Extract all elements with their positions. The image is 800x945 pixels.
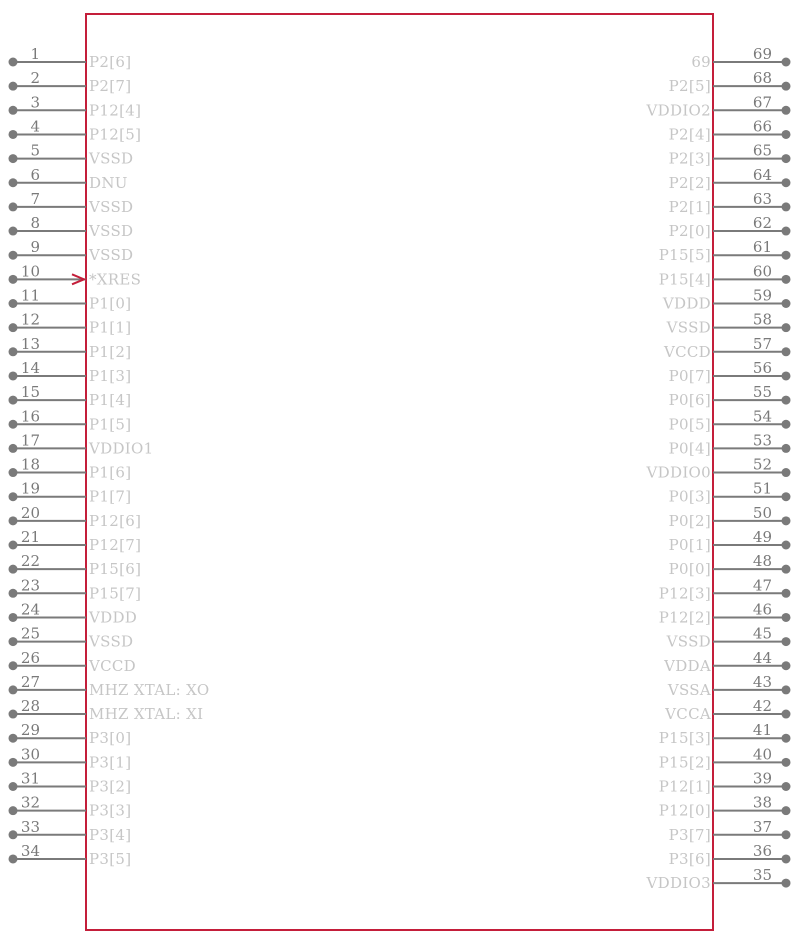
- pin-endpoint-dot: [9, 734, 18, 743]
- pin-number: 20: [20, 503, 40, 522]
- pin-36: [669, 842, 791, 868]
- pin-name: P15[6]: [89, 560, 142, 579]
- pin-60: [659, 262, 791, 288]
- pin-endpoint-dot: [782, 178, 791, 187]
- pin-endpoint-dot: [782, 227, 791, 236]
- pin-endpoint-dot: [9, 58, 18, 67]
- pin-number: 49: [752, 528, 772, 546]
- pin-name: VSSA: [667, 680, 711, 699]
- pin-endpoint-dot: [782, 154, 791, 163]
- pin-endpoint-dot: [9, 685, 18, 694]
- pin-number: 12: [20, 310, 40, 329]
- pin-number: 58: [752, 310, 772, 329]
- pin-22: [9, 552, 142, 578]
- pin-number: 51: [752, 479, 772, 498]
- pin-name: VSSD: [89, 246, 134, 265]
- pin-endpoint-dot: [782, 879, 791, 888]
- pin-name: P12[2]: [658, 608, 711, 627]
- pin-40: [659, 745, 791, 771]
- pin-endpoint-dot: [9, 541, 18, 550]
- pin-name: 69: [691, 53, 711, 71]
- pin-endpoint-dot: [9, 227, 18, 236]
- pin-endpoint-dot: [9, 613, 18, 622]
- pin-name: P0[6]: [668, 391, 711, 410]
- pin-number: 33: [20, 817, 40, 836]
- pin-6: [9, 166, 128, 192]
- pin-name: P2[1]: [668, 197, 711, 216]
- pin-53: [669, 431, 791, 457]
- pin-endpoint-dot: [9, 299, 18, 308]
- pin-number: 68: [752, 69, 772, 88]
- pin-name: P1[7]: [89, 487, 132, 506]
- pin-number: 19: [20, 479, 40, 498]
- pin-number: 57: [752, 334, 772, 353]
- pin-68: [669, 69, 791, 95]
- pin-endpoint-dot: [782, 516, 791, 525]
- pin-name: P12[4]: [89, 101, 142, 120]
- pin-endpoint-dot: [9, 202, 18, 211]
- pin-endpoint-dot: [782, 661, 791, 670]
- pin-endpoint-dot: [9, 854, 18, 863]
- pin-31: [9, 770, 132, 796]
- pin-name: VDDA: [664, 656, 711, 675]
- pin-54: [669, 407, 791, 433]
- pin-endpoint-dot: [782, 637, 791, 646]
- pin-name: P12[3]: [658, 584, 711, 603]
- pin-48: [669, 552, 791, 578]
- pin-number: 7: [30, 189, 40, 208]
- pin-41: [659, 721, 791, 747]
- pin-endpoint-dot: [782, 299, 791, 308]
- pin-64: [669, 166, 791, 192]
- pin-12: [9, 311, 132, 337]
- pin-39: [659, 770, 791, 796]
- pin-endpoint-dot: [782, 830, 791, 839]
- pin-number: 69: [752, 45, 772, 63]
- pin-number: 55: [752, 383, 772, 402]
- pin-20: [9, 504, 142, 530]
- pin-name: P3[3]: [89, 801, 132, 820]
- pin-name: VDDIO1: [89, 439, 154, 458]
- pin-number: 46: [752, 600, 772, 619]
- pin-name: P1[0]: [89, 294, 132, 313]
- pin-name: VSSD: [89, 632, 134, 651]
- pin-name: P0[1]: [668, 536, 711, 554]
- pin-9: [9, 238, 134, 264]
- pin-17: [9, 431, 154, 457]
- left-pin-group: [9, 45, 210, 868]
- pin-number: 29: [20, 721, 40, 740]
- pin-name: P0[0]: [668, 560, 711, 579]
- pin-number: 35: [752, 866, 772, 885]
- pin-number: 50: [752, 503, 772, 522]
- pin-name: P15[5]: [658, 246, 711, 265]
- pin-47: [659, 576, 791, 602]
- pin-endpoint-dot: [9, 323, 18, 332]
- pin-15: [9, 383, 132, 409]
- pin-endpoint-dot: [782, 565, 791, 574]
- pin-4: [9, 117, 142, 143]
- pin-endpoint-dot: [9, 492, 18, 501]
- pin-endpoint-dot: [782, 420, 791, 429]
- pin-name: P15[4]: [658, 270, 711, 289]
- pin-number: 39: [752, 769, 772, 788]
- pin-name: P0[7]: [668, 366, 711, 385]
- pin-number: 27: [20, 672, 40, 691]
- pin-number: 15: [20, 383, 40, 402]
- pin-name: P2[2]: [668, 173, 711, 192]
- pin-29: [9, 721, 132, 747]
- pin-7: [9, 190, 134, 216]
- pin-number: 1: [30, 45, 40, 63]
- pin-name: VCCD: [663, 342, 711, 361]
- pin-name: VDDD: [89, 608, 138, 627]
- pin-number: 54: [752, 407, 772, 426]
- pin-38: [659, 794, 791, 820]
- pin-endpoint-dot: [9, 275, 18, 284]
- pin-name: MHZ XTAL: XO: [89, 680, 210, 699]
- pin-number: 2: [30, 69, 40, 88]
- pin-name: VSSD: [89, 222, 134, 241]
- pin-69: [691, 45, 790, 71]
- pin-number: 59: [752, 286, 772, 305]
- pin-21: [9, 528, 142, 554]
- pin-number: 37: [752, 817, 772, 836]
- pin-name: VSSD: [89, 197, 134, 216]
- pin-14: [9, 359, 132, 385]
- pin-endpoint-dot: [782, 58, 791, 67]
- pin-number: 52: [752, 455, 772, 474]
- pin-32: [9, 794, 132, 820]
- right-pin-group: [646, 45, 791, 892]
- pin-name: P15[3]: [658, 729, 711, 748]
- pin-28: [9, 697, 204, 723]
- pin-27: [9, 673, 210, 699]
- pin-name: P0[3]: [668, 487, 711, 506]
- pin-endpoint-dot: [782, 82, 791, 91]
- pin-3: [9, 93, 142, 119]
- pin-number: 23: [20, 576, 40, 595]
- pin-endpoint-dot: [782, 106, 791, 115]
- pin-66: [669, 117, 791, 143]
- pin-name: P2[4]: [668, 125, 711, 144]
- pin-number: 60: [752, 262, 772, 281]
- pin-25: [9, 625, 134, 651]
- pin-endpoint-dot: [9, 251, 18, 260]
- pin-name: P3[0]: [89, 729, 132, 748]
- pin-name: P3[2]: [89, 777, 132, 796]
- pin-name: VCCA: [665, 705, 711, 724]
- pin-endpoint-dot: [9, 371, 18, 380]
- pin-number: 14: [20, 358, 40, 377]
- pin-number: 36: [752, 841, 772, 860]
- pin-endpoint-dot: [782, 396, 791, 405]
- pin-42: [664, 697, 790, 723]
- pin-number: 28: [20, 697, 40, 716]
- pin-number: 5: [30, 141, 40, 160]
- pin-endpoint-dot: [9, 106, 18, 115]
- pin-56: [669, 359, 791, 385]
- pin-endpoint-dot: [782, 782, 791, 791]
- pin-endpoint-dot: [782, 854, 791, 863]
- pin-55: [669, 383, 791, 409]
- pin-number: 63: [752, 189, 772, 208]
- pin-37: [669, 818, 791, 844]
- pin-name: *XRES: [89, 270, 142, 289]
- pin-number: 45: [752, 624, 772, 643]
- pin-endpoint-dot: [782, 492, 791, 501]
- pin-name: DNU: [89, 173, 128, 192]
- pin-18: [9, 456, 132, 482]
- pin-number: 24: [20, 600, 40, 619]
- pin-endpoint-dot: [9, 444, 18, 453]
- pin-name: VCCD: [89, 656, 137, 675]
- pin-11: [9, 287, 132, 313]
- pin-endpoint-dot: [9, 710, 18, 719]
- pin-number: 18: [20, 455, 40, 474]
- pin-number: 48: [752, 552, 772, 571]
- pin-name: P3[5]: [89, 849, 132, 868]
- pin-name: P1[2]: [89, 342, 132, 361]
- pin-endpoint-dot: [782, 444, 791, 453]
- pin-number: 38: [752, 793, 772, 812]
- pin-24: [9, 600, 138, 626]
- pin-number: 13: [20, 334, 40, 353]
- pin-number: 66: [752, 117, 772, 136]
- pin-number: 31: [20, 769, 40, 788]
- pin-endpoint-dot: [782, 202, 791, 211]
- pin-5: [9, 142, 134, 168]
- pin-45: [666, 625, 791, 651]
- pin-name: P12[5]: [89, 125, 142, 144]
- pin-name: P2[7]: [89, 77, 132, 96]
- pin-number: 9: [30, 238, 40, 257]
- pin-43: [667, 673, 791, 699]
- pin-endpoint-dot: [782, 347, 791, 356]
- pin-number: 43: [752, 672, 772, 691]
- pin-endpoint-dot: [782, 468, 791, 477]
- pin-name: P3[1]: [89, 753, 132, 772]
- pin-endpoint-dot: [782, 685, 791, 694]
- pin-number: 22: [20, 552, 40, 571]
- pin-number: 47: [752, 576, 772, 595]
- pin-2: [9, 69, 132, 95]
- pin-number: 62: [752, 214, 772, 233]
- pin-62: [669, 214, 791, 240]
- ic-body-outline: [86, 14, 713, 930]
- pin-number: 41: [752, 721, 772, 740]
- pin-name: P1[4]: [89, 391, 132, 410]
- pin-name: VSSD: [666, 632, 711, 651]
- pin-endpoint-dot: [782, 323, 791, 332]
- pin-name: P3[7]: [668, 825, 711, 844]
- pin-46: [659, 600, 791, 626]
- pin-number: 17: [20, 431, 40, 450]
- pin-name: P3[4]: [89, 825, 132, 844]
- pin-endpoint-dot: [9, 637, 18, 646]
- pin-51: [669, 480, 791, 506]
- pin-endpoint-dot: [9, 565, 18, 574]
- pin-endpoint-dot: [9, 396, 18, 405]
- pin-number: 42: [752, 697, 772, 716]
- pin-26: [9, 649, 137, 675]
- pin-endpoint-dot: [782, 275, 791, 284]
- pin-30: [9, 745, 132, 771]
- pin-34: [9, 842, 132, 868]
- pin-name: MHZ XTAL: XI: [89, 705, 204, 724]
- pin-number: 25: [20, 624, 40, 643]
- pin-number: 21: [20, 528, 40, 546]
- pin-name: P1[3]: [89, 366, 132, 385]
- pin-endpoint-dot: [9, 782, 18, 791]
- pin-name: P12[0]: [658, 801, 711, 820]
- pin-1: [9, 45, 132, 71]
- pin-endpoint-dot: [9, 347, 18, 356]
- pin-endpoint-dot: [9, 178, 18, 187]
- pin-number: 16: [20, 407, 40, 426]
- pin-58: [666, 311, 791, 337]
- pin-number: 53: [752, 431, 772, 450]
- pin-endpoint-dot: [9, 468, 18, 477]
- pin-endpoint-dot: [782, 589, 791, 598]
- pin-number: 34: [20, 841, 40, 860]
- pin-name: P2[6]: [89, 53, 132, 71]
- pin-number: 6: [30, 165, 40, 184]
- pin-name: P12[6]: [89, 511, 142, 530]
- pin-endpoint-dot: [782, 130, 791, 139]
- pin-59: [662, 287, 791, 313]
- pin-endpoint-dot: [782, 758, 791, 767]
- pin-name: P12[1]: [658, 777, 711, 796]
- pin-50: [669, 504, 791, 530]
- pin-endpoint-dot: [9, 661, 18, 670]
- pin-endpoint-dot: [9, 758, 18, 767]
- pin-name: P15[2]: [658, 753, 711, 772]
- pin-name: P2[3]: [668, 149, 711, 168]
- pin-endpoint-dot: [9, 516, 18, 525]
- pin-endpoint-dot: [782, 710, 791, 719]
- pin-number: 4: [30, 117, 40, 136]
- pin-49: [669, 528, 791, 554]
- pin-endpoint-dot: [9, 806, 18, 815]
- pin-endpoint-dot: [9, 130, 18, 139]
- pin-endpoint-dot: [782, 734, 791, 743]
- pin-name: P1[6]: [89, 463, 132, 482]
- pin-name: VSSD: [89, 149, 134, 168]
- pin-44: [663, 649, 790, 675]
- pin-61: [659, 238, 791, 264]
- pin-35: [646, 866, 791, 892]
- pin-8: [9, 214, 134, 240]
- pin-name: VDDD: [662, 294, 711, 313]
- pin-endpoint-dot: [782, 806, 791, 815]
- pin-name: VDDIO2: [646, 101, 711, 120]
- pin-endpoint-dot: [9, 420, 18, 429]
- pin-number: 44: [752, 648, 772, 667]
- pin-endpoint-dot: [782, 371, 791, 380]
- pin-endpoint-dot: [9, 154, 18, 163]
- pin-number: 8: [30, 214, 40, 233]
- pin-number: 26: [20, 648, 40, 667]
- pin-name: VDDIO3: [646, 874, 711, 893]
- pin-13: [9, 335, 132, 361]
- pin-57: [663, 335, 791, 361]
- pin-name: P0[2]: [668, 511, 711, 530]
- pin-number: 11: [20, 286, 40, 305]
- pin-endpoint-dot: [782, 251, 791, 260]
- pin-23: [9, 576, 142, 602]
- pin-67: [646, 93, 791, 119]
- pin-number: 40: [752, 745, 772, 764]
- pin-endpoint-dot: [9, 82, 18, 91]
- pin-name: P3[6]: [668, 849, 711, 868]
- pin-number: 67: [752, 93, 772, 112]
- pin-name: P15[7]: [89, 584, 142, 603]
- pin-number: 3: [30, 93, 40, 112]
- pin-65: [669, 142, 791, 168]
- pin-number: 65: [752, 141, 772, 160]
- pin-name: P12[7]: [89, 536, 142, 554]
- pin-number: 61: [752, 238, 772, 257]
- pin-number: 10: [20, 262, 40, 281]
- pin-name: P0[5]: [668, 415, 711, 434]
- pin-name: P2[5]: [668, 77, 711, 96]
- pin-number: 56: [752, 358, 772, 377]
- pin-10: [9, 262, 142, 288]
- pin-name: VSSD: [666, 318, 711, 337]
- pin-52: [646, 456, 791, 482]
- pin-63: [669, 190, 791, 216]
- pin-endpoint-dot: [782, 541, 791, 550]
- pin-endpoint-dot: [782, 613, 791, 622]
- pin-number: 32: [20, 793, 40, 812]
- pin-number: 30: [20, 745, 40, 764]
- pin-name: P1[5]: [89, 415, 132, 434]
- pin-endpoint-dot: [9, 589, 18, 598]
- pin-name: P1[1]: [89, 318, 132, 337]
- pin-33: [9, 818, 132, 844]
- pin-19: [9, 480, 132, 506]
- pin-name: P0[4]: [668, 439, 711, 458]
- pin-endpoint-dot: [9, 830, 18, 839]
- pin-number: 64: [752, 165, 772, 184]
- pin-name: P2[0]: [668, 222, 711, 241]
- pin-name: VDDIO0: [646, 463, 711, 482]
- pin-16: [9, 407, 132, 433]
